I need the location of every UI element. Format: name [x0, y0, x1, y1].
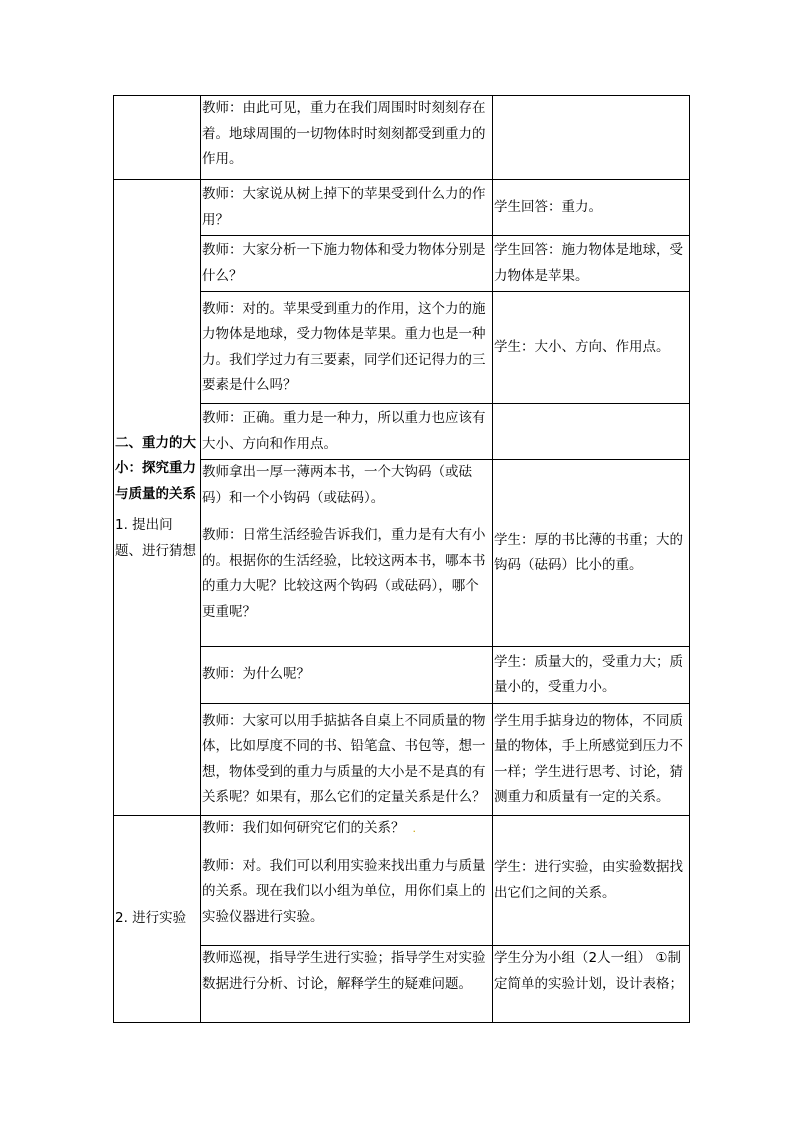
table-row	[114, 946, 690, 1023]
student-text: 学生：厚的书比薄的书重；大的钩码（砝码）比小的重。	[494, 531, 683, 573]
teacher-cell	[201, 460, 493, 647]
stray-mark: .	[412, 822, 416, 835]
student-text: 学生回答：重力。	[494, 198, 602, 215]
teacher-cell	[201, 647, 493, 704]
teacher-text: 教师：大家说从树上掉下的苹果受到什么力的作用？	[202, 186, 486, 228]
teacher-text: 教师：正确。重力是一种力，所以重力也应该有大小、方向和作用点。	[202, 410, 486, 452]
teacher-text: 教师：对的。苹果受到重力的作用，这个力的施力物体是地球，受力物体是苹果。重力也是一种力。我们学过力有三要素，同学们还记得力的三要素是什么吗？	[202, 300, 486, 393]
student-text: 学生回答：施力物体是地球，受力物体是苹果。	[494, 242, 683, 284]
table-row	[114, 96, 690, 180]
teacher-cell	[201, 816, 493, 946]
teacher-cell	[201, 96, 493, 180]
student-cell	[493, 647, 690, 704]
section-cell	[114, 816, 201, 1023]
table-row	[114, 704, 690, 816]
lesson-plan-table	[113, 95, 690, 1023]
section-cell	[114, 180, 201, 816]
teacher-text: 教师：对。我们可以利用实验来找出重力与质量的关系。现在我们以小组为单位，用你们桌上的实验仪器进行实验。	[202, 857, 486, 925]
section-step: 2. 进行实验	[115, 910, 187, 927]
table-row	[114, 180, 690, 236]
student-cell	[493, 816, 690, 946]
table-row	[114, 460, 690, 647]
teacher-cell	[201, 180, 493, 236]
student-cell	[493, 236, 690, 292]
student-cell	[493, 946, 690, 1023]
teacher-cell	[201, 236, 493, 292]
section-cell-empty	[114, 96, 201, 180]
student-cell	[493, 96, 690, 180]
table-row	[114, 404, 690, 460]
teacher-text: 教师巡视，指导学生进行实验；指导学生对实验数据进行分析、讨论，解释学生的疑难问题。	[202, 950, 486, 992]
teacher-text: 教师：由此可见，重力在我们周围时时刻刻存在着。地球周围的一切物体时时刻刻都受到重力的作用。	[202, 100, 486, 167]
student-text: 学生：大小、方向、作用点。	[494, 338, 670, 355]
student-cell	[493, 180, 690, 236]
teacher-cell	[201, 704, 493, 816]
table-row	[114, 816, 690, 946]
table-row	[114, 292, 690, 404]
table-row	[114, 236, 690, 292]
teacher-cell	[201, 292, 493, 404]
teacher-text: 教师：日常生活经验告诉我们，重力是有大有小的。根据你的生活经验，比较这两本书，哪本书的重力大呢？比较这两个钩码（或砝码），哪个更重呢？	[202, 527, 486, 620]
teacher-text: 教师：为什么呢？	[202, 666, 310, 683]
table-row	[114, 647, 690, 704]
teacher-text: 教师：大家分析一下施力物体和受力物体分别是什么？	[202, 242, 486, 284]
teacher-cell	[201, 404, 493, 460]
student-text: 学生用手掂身边的物体，不同质量的物体，手上所感觉到压力不一样；学生进行思考、讨论，猜测重力和质量有一定的关系。	[494, 712, 683, 805]
student-text: 学生：质量大的，受重力大；质量小的，受重力小。	[494, 653, 683, 695]
student-text: 学生分为小组（2人一组） ①制定简单的实验计划，设计表格；	[494, 950, 683, 992]
student-cell	[493, 704, 690, 816]
section-title: 二、重力的大小：探究重力与质量的关系	[115, 434, 196, 502]
student-cell	[493, 292, 690, 404]
student-cell	[493, 460, 690, 647]
teacher-text: 教师：我们如何研究它们的关系？	[202, 820, 405, 836]
teacher-text: 教师：大家可以用手掂掂各自桌上不同质量的物体，比如厚度不同的书、铅笔盒、书包等，想一想，物体受到的重力与质量的大小是不是真的有关系呢？如果有，那么它们的定量关系是什么？	[202, 712, 486, 805]
teacher-cell	[201, 946, 493, 1023]
section-step: 1. 提出问题、进行猜想	[115, 517, 196, 559]
student-text: 学生：进行实验，由实验数据找出它们之间的关系。	[494, 859, 683, 901]
teacher-text: 教师拿出一厚一薄两本书，一个大钩码（或砝码）和一个小钩码（或砝码）。	[202, 464, 472, 506]
student-cell	[493, 404, 690, 460]
